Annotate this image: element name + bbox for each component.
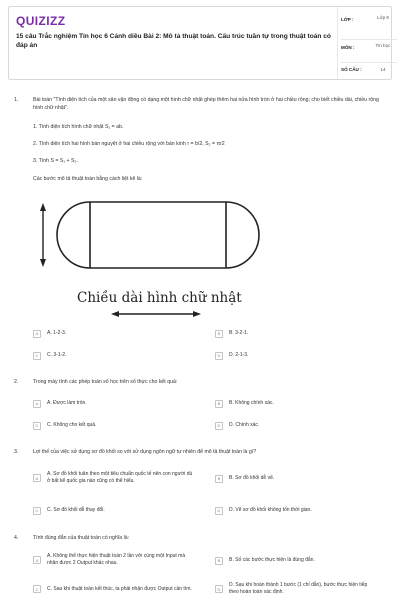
option-letter-box: B [215, 475, 223, 483]
stadium-outline [57, 202, 259, 268]
option-letter-box: B [215, 330, 223, 338]
option-letter-box: A [33, 330, 41, 338]
option-letter-box: B [215, 557, 223, 565]
option-text: B. Số các bước thực hiện là đúng đắn. [229, 557, 315, 564]
question-prompt: Các bước mô tả thuật toán bằng cách liệt kê là: [33, 176, 143, 182]
answer-option-b[interactable] [215, 398, 385, 409]
answer-option-c[interactable] [33, 420, 203, 431]
answer-option-a[interactable] [33, 550, 203, 570]
option-text: B. Không chính xác. [229, 400, 274, 407]
option-letter-box: A [33, 556, 41, 564]
width-arrow-head-bottom [40, 259, 46, 267]
subject-label: MÔN : [341, 45, 355, 50]
question-text: Lợi thế của việc sử dụng sơ đồ khối so với sử dụng ngôn ngữ tự nhiên để mô tả thuật toán là gì? [33, 449, 257, 455]
option-letter-box: C [33, 352, 41, 360]
quizizz-logo: QUIZIZZ [16, 14, 66, 28]
option-letter-box: D [215, 507, 223, 515]
algorithm-step: 1. Tính diện tích hình chữ nhật S₁ = ab. [33, 124, 124, 130]
figure-caption: Chiều dài hình chữ nhật [77, 290, 242, 306]
option-text: D. Chính xác. [229, 422, 260, 429]
meta-separator [341, 62, 397, 63]
option-letter-box: C [33, 422, 41, 430]
answer-option-d[interactable] [215, 505, 385, 516]
question-count-value: 14 [380, 67, 386, 72]
worksheet-header [8, 6, 392, 80]
question-text: Trong máy tính các phép toán số học trên số thực cho kết quả: [33, 379, 178, 385]
question-count-label: SỐ CÂU : [341, 67, 362, 72]
class-value: Lớp 6 [377, 15, 389, 20]
option-letter-box: C [33, 507, 41, 515]
answer-option-b[interactable] [215, 555, 385, 566]
option-text: B. Sơ đồ khối dễ vẽ. [229, 475, 275, 482]
length-arrow-head-left [111, 311, 119, 317]
answer-option-c[interactable] [33, 350, 203, 361]
answer-option-d[interactable] [215, 420, 385, 431]
header-divider [337, 7, 338, 79]
answer-option-c[interactable] [33, 579, 203, 599]
option-text: C. 3-1-2. [47, 352, 67, 359]
option-text: C. Sơ đồ khối dễ thay đổi. [47, 507, 105, 514]
option-letter-box: D [215, 422, 223, 430]
algorithm-step: 3. Tính S = S₁ + S₂. [33, 158, 78, 164]
algorithm-step: 2. Tính diện tích hai hình bán nguyệt ở hai chiều rộng với bán kính r = b/2, S₂ = πr2 [33, 141, 225, 147]
question-number: 1. [14, 97, 19, 103]
answer-option-d[interactable] [215, 350, 385, 361]
option-letter-box: C [33, 585, 41, 593]
answer-option-b[interactable] [215, 328, 385, 339]
option-text: D. Vẽ sơ đồ khối không tốn thời gian. [229, 507, 312, 514]
length-arrow-head-right [193, 311, 201, 317]
option-letter-box: D [215, 352, 223, 360]
option-text: C. Sau khi thuật toán kết thúc, ta phải nhận được Output cần tìm. [47, 585, 192, 592]
question-number: 3. [14, 449, 19, 455]
option-text: D. 2-1-3. [229, 352, 249, 359]
subject-value: Tin học [375, 43, 391, 48]
question-number: 2. [14, 379, 19, 385]
answer-option-a[interactable] [33, 466, 203, 490]
question-text: Bài toán "Tính diện tích của một sân vận động có dạng một hình chữ nhật ghép thêm hai nửa hình tròn ở hai chiều rộng; cho biết chiều dài, chiều rộng hình chữ nhật". [33, 97, 379, 111]
option-letter-box: A [33, 400, 41, 408]
answer-option-a[interactable] [33, 398, 203, 409]
question-text: Tính đúng đắn của thuật toán có nghĩa là: [33, 535, 130, 541]
answer-option-b[interactable] [215, 473, 385, 484]
answer-option-c[interactable] [33, 505, 203, 516]
answer-option-a[interactable] [33, 328, 203, 339]
width-arrow-head-top [40, 203, 46, 211]
option-letter-box: B [215, 400, 223, 408]
option-text: A. 1-2-3. [47, 330, 67, 337]
option-letter-box: A [33, 474, 41, 482]
option-text: B. 3-2-1. [229, 330, 249, 337]
question-number: 4. [14, 535, 19, 541]
option-text: A. Không thể thực hiện thuật toán 2 lần với cùng một Input mà nhận được 2 Output khác nhau. [47, 553, 186, 566]
option-text: A. Sơ đồ khối tuân theo một tiêu chuẩn quốc tế nên con người dù ở bất kể quốc gia nào cũng có thể hiểu. [47, 471, 193, 484]
option-letter-box: D [215, 585, 223, 593]
stadium-figure [33, 194, 273, 322]
stadium-diagram [33, 194, 273, 322]
option-text: D. Sau khi hoàn thành 1 bước (1 chỉ dẫn), bước thực hiện tiếp theo hoàn toàn xác định. [229, 582, 368, 595]
meta-separator [341, 39, 397, 40]
option-text: C. Không cho kết quả. [47, 422, 97, 429]
answer-option-d[interactable] [215, 579, 385, 599]
option-text: A. Được làm tròn. [47, 400, 87, 407]
worksheet-title: 15 câu Trắc nghiệm Tin học 6 Cánh diều Bài 2: Mô tả thuật toán. Cấu trúc tuần tự trong thuật toán có đáp án [16, 33, 331, 49]
class-label: LỚP : [341, 17, 354, 22]
